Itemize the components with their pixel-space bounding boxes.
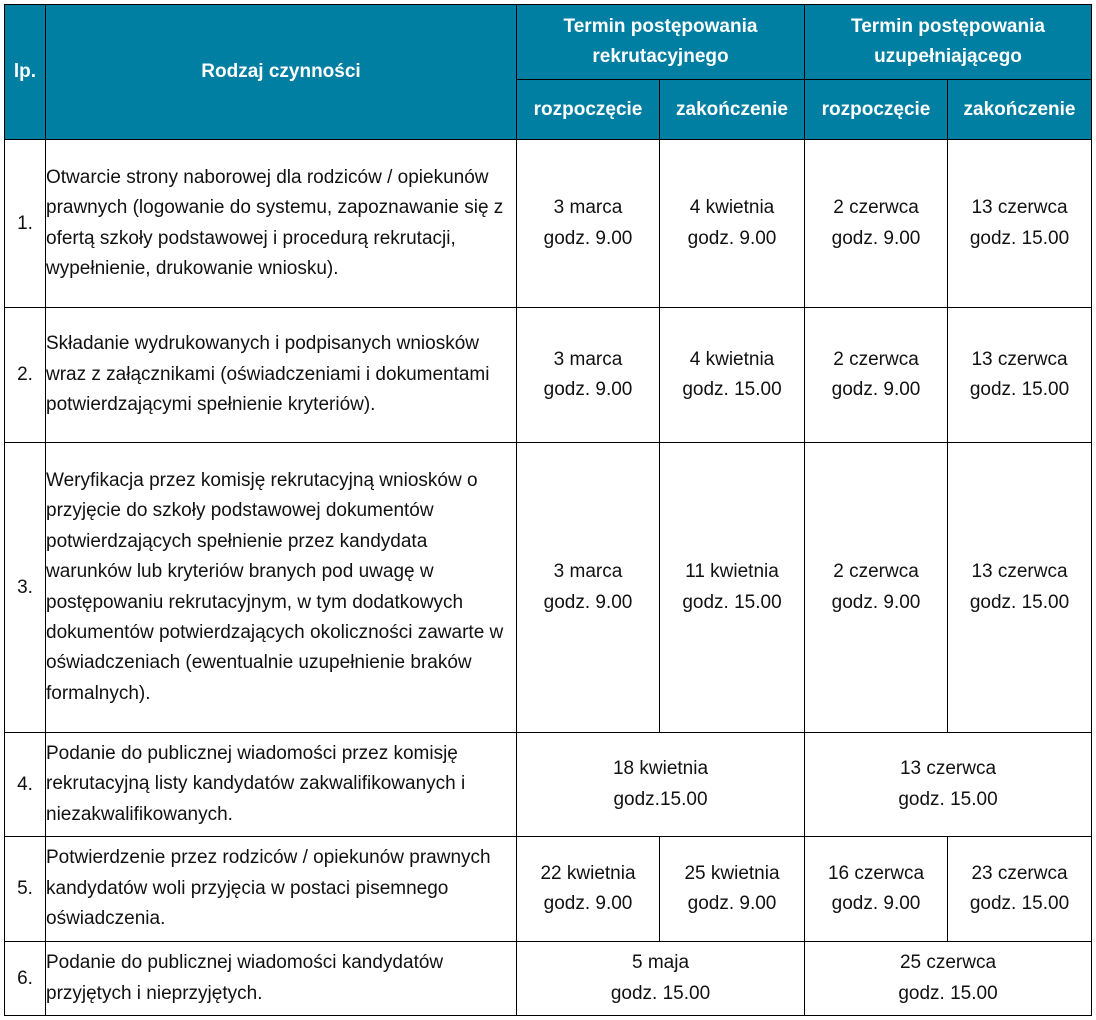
activity-description: Składanie wydrukowanych i podpisanych wniosków wraz z załącznikami (oświadczeniami i dokumentami potwierdzającymi spełnienie kryteriów). <box>46 308 517 443</box>
supplementary-term-cell <box>805 942 1092 1016</box>
date-text: 2 czerwca <box>833 197 919 218</box>
table-row <box>5 733 1092 837</box>
date-text: 3 marca <box>553 561 623 582</box>
date-text: 25 kwietnia <box>684 862 780 884</box>
date-text: 13 czerwca <box>971 561 1068 582</box>
row-number: 1. <box>5 140 46 308</box>
date-text: 18 kwietnia <box>612 758 709 779</box>
supplementary-start-cell <box>805 140 948 308</box>
supplementary-start-cell <box>805 443 948 733</box>
time-text: godz. 9.00 <box>543 227 633 249</box>
recruitment-end-cell <box>660 308 805 443</box>
supplementary-start-cell <box>805 837 948 942</box>
date-text: 13 czerwca <box>899 758 997 779</box>
header-supplementary-end: zakończenie <box>948 80 1092 140</box>
table-row <box>5 308 1092 443</box>
date-text: 25 czerwca <box>899 952 997 973</box>
header-lp: lp. <box>5 5 46 140</box>
time-text: godz.15.00 <box>613 788 708 810</box>
date-text: 3 marca <box>553 348 623 370</box>
time-text: godz. 15.00 <box>682 379 782 400</box>
time-text: godz. 15.00 <box>682 591 782 613</box>
time-text: godz. 15.00 <box>969 893 1070 914</box>
date-text: 13 czerwca <box>971 348 1068 370</box>
time-text: godz. 15.00 <box>969 227 1070 249</box>
header-recruitment-end: zakończenie <box>660 80 805 140</box>
date-text: 13 czerwca <box>971 197 1068 218</box>
row-number: 4. <box>5 733 46 837</box>
activity-description: Potwierdzenie przez rodziców / opiekunów prawnych kandydatów woli przyjęcia w postaci pisemnego oświadczenia. <box>46 837 517 942</box>
recruitment-end-cell <box>660 140 805 308</box>
row-number: 3. <box>5 443 46 733</box>
date-text: 22 kwietnia <box>540 862 636 884</box>
time-text: godz. 15.00 <box>969 591 1070 613</box>
time-text: godz. 9.00 <box>831 379 921 400</box>
header-recruitment-start: rozpoczęcie <box>517 80 660 140</box>
table-row <box>5 140 1092 308</box>
time-text: godz. 15.00 <box>969 379 1070 400</box>
date-text: 2 czerwca <box>833 348 919 370</box>
supplementary-end-cell <box>948 308 1092 443</box>
date-text: 11 kwietnia <box>685 561 779 582</box>
date-text: 16 czerwca <box>827 862 925 884</box>
row-number: 5. <box>5 837 46 942</box>
date-text: 23 czerwca <box>971 862 1068 884</box>
time-text: godz. 9.00 <box>543 379 633 400</box>
recruitment-term-cell <box>517 733 805 837</box>
time-text: godz. 9.00 <box>687 227 777 249</box>
time-text: godz. 15.00 <box>610 982 711 1004</box>
recruitment-start-cell <box>517 140 660 308</box>
supplementary-end-cell <box>948 140 1092 308</box>
table-row <box>5 837 1092 942</box>
supplementary-end-cell <box>948 443 1092 733</box>
recruitment-end-cell <box>660 837 805 942</box>
time-text: godz. 15.00 <box>898 788 998 810</box>
header-recruitment-term: Termin postępowania rekrutacyjnego <box>517 5 805 80</box>
header-row-top <box>5 5 1092 80</box>
recruitment-end-cell <box>660 443 805 733</box>
row-number: 2. <box>5 308 46 443</box>
recruitment-start-cell <box>517 837 660 942</box>
supplementary-start-cell <box>805 308 948 443</box>
activity-description: Podanie do publicznej wiadomości kandydatów przyjętych i nieprzyjętych. <box>46 942 517 1016</box>
recruitment-term-cell <box>517 942 805 1016</box>
date-text: 2 czerwca <box>833 561 919 582</box>
recruitment-schedule-table <box>4 4 1092 1016</box>
date-text: 5 maja <box>631 952 690 973</box>
date-text: 4 kwietnia <box>689 348 775 370</box>
activity-description: Podanie do publicznej wiadomości przez komisję rekrutacyjną listy kandydatów zakwalifikowanych i niezakwalifikowanych. <box>46 733 517 837</box>
recruitment-start-cell <box>517 308 660 443</box>
header-supplementary-start: rozpoczęcie <box>805 80 948 140</box>
time-text: godz. 9.00 <box>543 893 633 914</box>
table-row <box>5 443 1092 733</box>
row-number: 6. <box>5 942 46 1016</box>
activity-description: Weryfikacja przez komisję rekrutacyjną wniosków o przyjęcie do szkoły podstawowej dokumentów potwierdzających spełnienie przez kandydata warunków lub kryteriów branych pod uwagę w postępowaniu rekrutacyjnym, w tym dodatkowych dokumentów potwierdzających okoliczności zawarte w oświadczeniach (ewentualnie uzupełnienie braków formalnych). <box>46 443 517 733</box>
activity-description: Otwarcie strony naborowej dla rodziców / opiekunów prawnych (logowanie do systemu, zapoznawanie się z ofertą szkoły podstawowej i procedurą rekrutacji, wypełnienie, drukowanie wniosku). <box>46 140 517 308</box>
recruitment-start-cell <box>517 443 660 733</box>
date-text: 3 marca <box>553 197 623 218</box>
header-supplementary-term: Termin postępowania uzupełniającego <box>805 5 1092 80</box>
time-text: godz. 9.00 <box>543 591 633 613</box>
supplementary-end-cell <box>948 837 1092 942</box>
supplementary-term-cell <box>805 733 1092 837</box>
time-text: godz. 15.00 <box>898 982 998 1004</box>
date-text: 4 kwietnia <box>689 197 775 218</box>
time-text: godz. 9.00 <box>831 893 921 914</box>
table-row <box>5 942 1092 1016</box>
header-activity: Rodzaj czynności <box>46 5 517 140</box>
time-text: godz. 9.00 <box>687 893 777 914</box>
time-text: godz. 9.00 <box>831 227 921 249</box>
time-text: godz. 9.00 <box>831 591 921 613</box>
